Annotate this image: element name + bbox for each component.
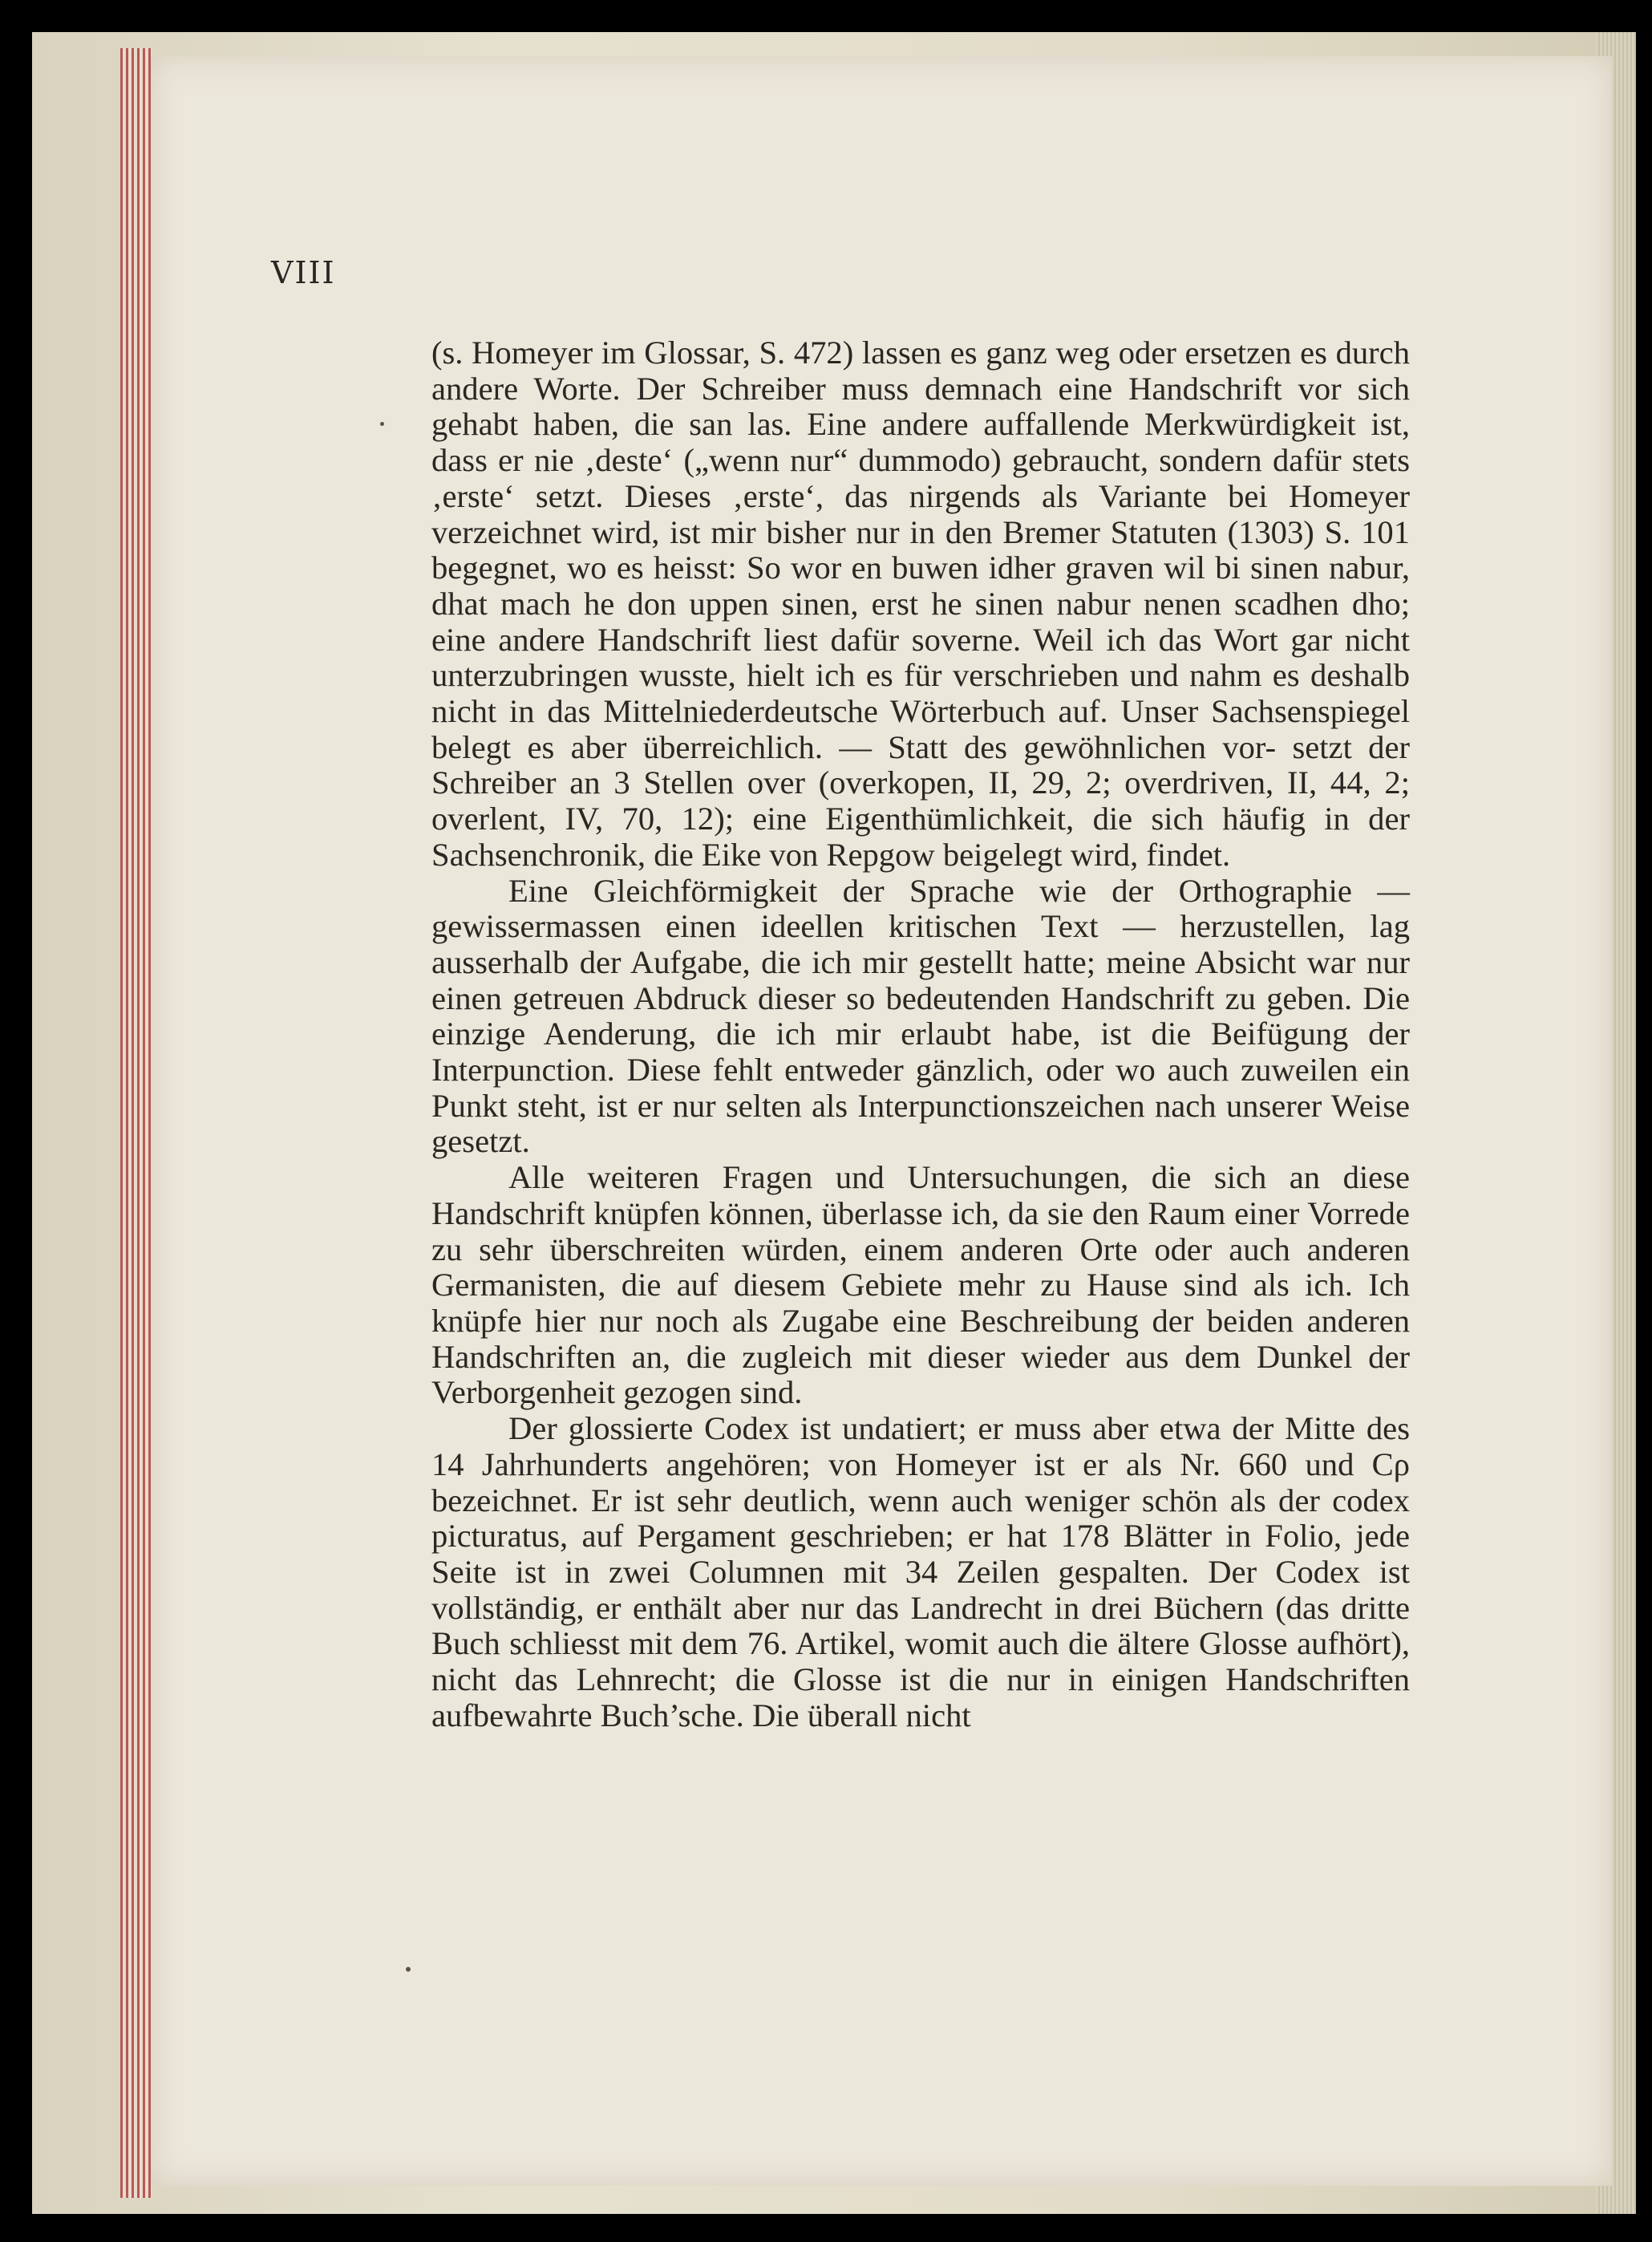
- paragraph-4: Der glossierte Codex ist undatiert; er muss aber etwa der Mitte des 14 Jahrhunderts angehören; von Homeyer ist er als Nr. 660 und Cρ bezeichnet. Er ist sehr deutlich, wenn auch weniger schön als der codex picturatus, auf Pergament geschrieben; er hat 178 Blätter in Folio, jede Seite ist in zwei Columnen mit 34 Zeilen gespalten. Der Codex ist vollständig, er enthält aber nur das Landrecht in drei Büchern (das dritte Buch schliesst mit dem 76. Artikel, womit auch die ältere Glosse aufhört), nicht das Lehnrecht; die Glosse ist die nur in einigen Handschriften aufbewahrte Buch’sche. Die überall nicht: [431, 1410, 1410, 1733]
- body-text: [431, 335, 1410, 1733]
- page-number: VIII: [271, 255, 336, 290]
- paper-speck: [406, 1967, 411, 1972]
- paragraph-1: (s. Homeyer im Glossar, S. 472) lassen es ganz weg oder ersetzen es durch andere Worte. Der Schreiber muss demnach eine Handschrift vor sich gehabt haben, die san las. Eine andere auffallende Merkwürdigkeit ist, dass er nie ‚deste‘ („wenn nur“ dummodo) gebraucht, sondern dafür stets ‚erste‘ setzt. Dieses ‚erste‘, das nirgends als Variante bei Homeyer verzeichnet wird, ist mir bisher nur in den Bremer Statuten (1303) S. 101 begegnet, wo es heisst: So wor en buwen idher graven wil bi sinen nabur, dhat mach he don uppen sinen, erst he sinen nabur nenen scadhen dho; eine andere Handschrift liest dafür soverne. Weil ich das Wort gar nicht unterzubringen wusste, hielt ich es für verschrieben und nahm es deshalb nicht in das Mittelniederdeutsche Wörterbuch auf. Unser Sachsenspiegel belegt es aber überreichlich. — Statt des gewöhnlichen vor- setzt der Schreiber an 3 Stellen over (overkopen, II, 29, 2; overdriven, II, 44, 2; overlent, IV, 70, 12); eine Eigenthümlichkeit, die sich häufig in der Sachsenchronik, die Eike von Repgow beigelegt wird, findet.: [431, 334, 1410, 873]
- paragraph-2: Eine Gleichförmigkeit der Sprache wie der Orthographie — gewissermassen einen ideellen kritischen Text — herzustellen, lag ausserhalb der Aufgabe, die ich mir gestellt hatte; meine Absicht war nur einen getreuen Abdruck dieser so bedeutenden Handschrift zu geben. Die einzige Aenderung, die ich mir erlaubt habe, ist die Beifügung der Interpunction. Diese fehlt entweder gänzlich, oder wo auch zuweilen ein Punkt steht, ist er nur selten als Interpunctionszeichen nach unserer Weise gesetzt.: [431, 872, 1410, 1160]
- paragraph-3: Alle weiteren Fragen und Untersuchungen, die sich an diese Handschrift knüpfen können, überlasse ich, da sie den Raum einer Vorrede zu sehr überschreiten würden, einem anderen Orte oder auch anderen Germanisten, die auf diesem Gebiete mehr zu Hause sind als ich. Ich knüpfe hier nur noch als Zugabe eine Beschreibung der beiden anderen Handschriften an, die zugleich mit dieser wieder aus dem Dunkel der Verborgenheit gezogen sind.: [431, 1159, 1410, 1411]
- red-page-edges-left: [120, 48, 152, 2198]
- paper-speck: [380, 422, 384, 426]
